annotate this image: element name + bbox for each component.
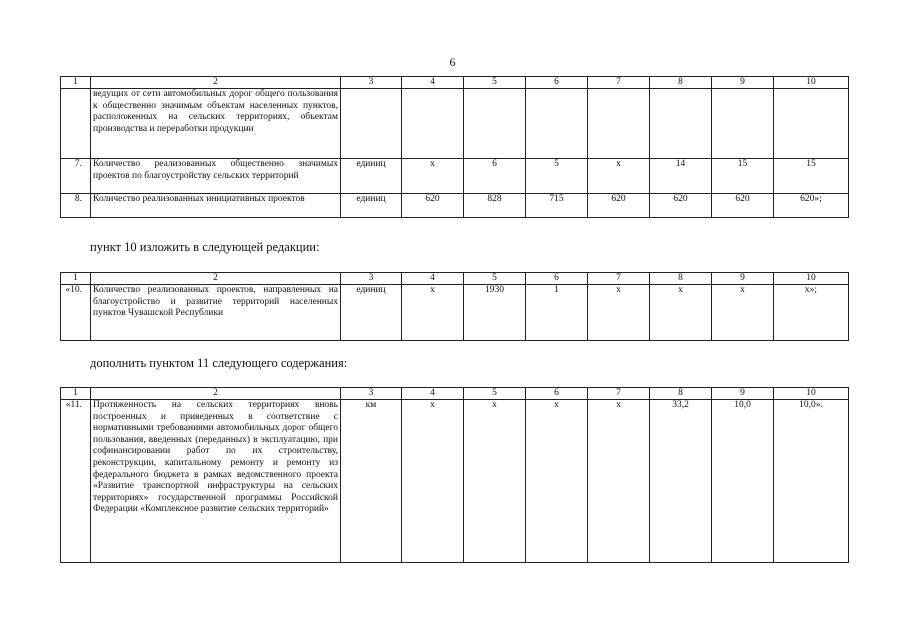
column-number-row xyxy=(61,388,849,400)
value-cell: 33,2 xyxy=(650,400,712,563)
value-cell: 620»; xyxy=(774,194,849,218)
row-number: «11. xyxy=(61,400,91,563)
value-cell: х»; xyxy=(774,285,849,341)
column-header: 5 xyxy=(464,388,526,400)
unit-cell: единиц xyxy=(341,194,402,218)
unit-cell: единиц xyxy=(341,285,402,341)
column-header: 6 xyxy=(526,273,588,285)
column-header: 6 xyxy=(526,388,588,400)
value-cell: 715 xyxy=(526,194,588,218)
value-cell xyxy=(526,89,588,159)
value-cell: х xyxy=(402,285,464,341)
value-cell: 6 xyxy=(464,159,526,194)
indicators-table-2 xyxy=(60,272,849,341)
page-number: 6 xyxy=(449,55,456,69)
value-cell: 14 xyxy=(650,159,712,194)
value-cell: 1 xyxy=(526,285,588,341)
value-cell xyxy=(588,89,650,159)
column-header: 6 xyxy=(526,77,588,89)
table-row xyxy=(61,194,849,218)
column-header: 10 xyxy=(774,273,849,285)
value-cell: х xyxy=(712,285,774,341)
column-header: 9 xyxy=(712,388,774,400)
value-cell xyxy=(712,89,774,159)
row-number xyxy=(61,89,91,159)
value-cell: 1930 xyxy=(464,285,526,341)
column-header: 7 xyxy=(588,388,650,400)
column-header: 7 xyxy=(588,273,650,285)
amendment-paragraph: дополнить пунктом 11 следующего содержания: xyxy=(90,356,348,370)
column-header: 4 xyxy=(402,388,464,400)
column-header: 9 xyxy=(712,273,774,285)
indicator-name: Количество реализованных инициативных проектов xyxy=(91,194,341,218)
value-cell: 10,0». xyxy=(774,400,849,563)
row-number: 8. xyxy=(61,194,91,218)
value-cell: х xyxy=(402,159,464,194)
column-header: 8 xyxy=(650,77,712,89)
column-number-row xyxy=(61,273,849,285)
value-cell: 15 xyxy=(712,159,774,194)
value-cell: х xyxy=(526,400,588,563)
unit-cell: км xyxy=(341,400,402,563)
value-cell: 10,0 xyxy=(712,400,774,563)
row-number: «10. xyxy=(61,285,91,341)
column-header: 8 xyxy=(650,388,712,400)
row-number: 7. xyxy=(61,159,91,194)
column-header: 2 xyxy=(91,273,341,285)
column-header: 3 xyxy=(341,77,402,89)
value-cell xyxy=(402,89,464,159)
value-cell: х xyxy=(402,400,464,563)
indicators-table-1 xyxy=(60,76,849,218)
value-cell: х xyxy=(588,159,650,194)
column-header: 2 xyxy=(91,77,341,89)
column-header: 10 xyxy=(774,388,849,400)
column-header: 7 xyxy=(588,77,650,89)
column-header: 1 xyxy=(61,273,91,285)
table-row xyxy=(61,89,849,159)
value-cell: 620 xyxy=(712,194,774,218)
value-cell xyxy=(464,89,526,159)
value-cell: 620 xyxy=(402,194,464,218)
unit-cell xyxy=(341,89,402,159)
unit-cell: единиц xyxy=(341,159,402,194)
indicator-name: ведущих от сети автомобильных дорог общего пользования к общественно значимым объектам населенных пунктов, расположенных на сельских территориях, объектам производства и переработки продукции xyxy=(91,89,341,159)
amendment-paragraph: пункт 10 изложить в следующей редакции: xyxy=(90,240,320,254)
column-header: 10 xyxy=(774,77,849,89)
value-cell: 828 xyxy=(464,194,526,218)
indicators-table-3 xyxy=(60,387,849,563)
column-header: 2 xyxy=(91,388,341,400)
table-row xyxy=(61,285,849,341)
value-cell: х xyxy=(464,400,526,563)
indicator-name: Количество реализованных проектов, направленных на благоустройство и развитие территорий населенных пунктов Чувашской Республики xyxy=(91,285,341,341)
table-row xyxy=(61,400,849,563)
column-header: 4 xyxy=(402,273,464,285)
value-cell: х xyxy=(650,285,712,341)
value-cell: х xyxy=(588,285,650,341)
value-cell: 5 xyxy=(526,159,588,194)
value-cell xyxy=(774,89,849,159)
column-header: 9 xyxy=(712,77,774,89)
column-header: 5 xyxy=(464,273,526,285)
column-header: 3 xyxy=(341,273,402,285)
indicator-name: Количество реализованных общественно значимых проектов по благоустройству сельских территорий xyxy=(91,159,341,194)
column-header: 8 xyxy=(650,273,712,285)
value-cell: 620 xyxy=(650,194,712,218)
value-cell xyxy=(650,89,712,159)
indicator-name: Протяженность на сельских территориях вновь построенных и приведенных в соответствие с нормативными требованиями автомобильных дорог общего пользования, введенных (переданных) в эксплуатацию, при софинансировании работ по их строительству, реконструкции, капитальному ремонту и ремонту из федерального бюджета в рамках ведомственного проекта «Развитие транспортной инфраструктуры на сельских территориях» государственной программы Российской Федерации «Комплексное развитие сельских территорий» xyxy=(91,400,341,563)
column-header: 1 xyxy=(61,388,91,400)
column-header: 3 xyxy=(341,388,402,400)
value-cell: 620 xyxy=(588,194,650,218)
table-row xyxy=(61,159,849,194)
column-header: 4 xyxy=(402,77,464,89)
column-header: 1 xyxy=(61,77,91,89)
value-cell: х xyxy=(588,400,650,563)
column-header: 5 xyxy=(464,77,526,89)
column-number-row xyxy=(61,77,849,89)
value-cell: 15 xyxy=(774,159,849,194)
